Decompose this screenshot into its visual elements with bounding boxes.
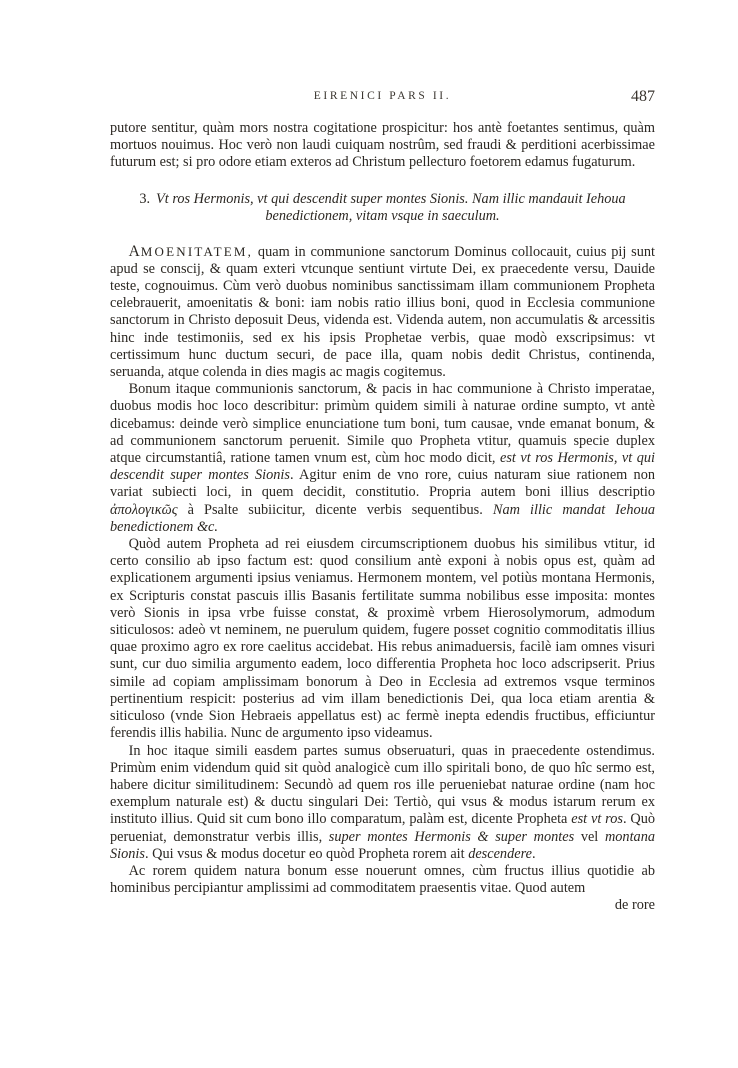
- paragraph-in-hoc-text-d: . Qui vsus & modus docetur eo quòd Propheta rorem ait: [144, 845, 469, 862]
- paragraph-quod-autem: Quòd autem Propheta ad rei eiusdem circumscriptionem duobus his similibus vtitur, id certo consilio ab ipso factum est: quod consilium antè exponi à nobis opus est, quàm ad explicationem argumenti ipsius veniamus. Hermonem montem, vel potiùs montana Hermonis, ex Scripturis constat pascuis illis Basanis fertilitate summa nobilibus esse imposita: montes verò Sionis in ipsa vrbe fuisse constat, & proximè vrbem Hierosolymorum, admodum siticulosos: adeò vt neminem, ne puerulum quidem, fugere posset cognitio commoditatis illius quae proximo agro ex rore caelitus accidebat. His rebus animaduersis, facilè iam omnes visuri sunt, cur duo similia argumento eadem, loco differentia Propheta hoc loco adscripserit. Prius simile ad copiam amplissimam bonorum à Deo in Ecclesia ad extremos vsque terminos pertinentium respicit: posterius ad vim illam benedictionis Dei, qua loca etiam arentia & siticuloso (vnde Sion Hebraeis appellatus est) ac fermè inepta edendis fructibus, efficiuntur ferendis illis habilia. Nunc de argumento ipso videamus.: [110, 536, 655, 742]
- quotation-descendere: descendere: [468, 845, 532, 862]
- paragraph-bonum-text-c: à Psalte subiicitur, dicente verbis sequentibus.: [177, 501, 493, 518]
- verse-heading: [110, 191, 655, 225]
- verse-heading-text: Vt ros Hermonis, vt qui descendit super montes Sionis. Nam illic mandauit Iehoua benedictionem, vitam vsque in saeculum.: [156, 190, 626, 224]
- lead-small-caps: MOENITATEM,: [140, 243, 254, 259]
- paragraph-amoenitatem-text: quam in communione sanctorum Dominus collocauit, cuius pij sunt apud se conscij, & quam exteri vtcunque sentiunt virtute Dei, ex praecedente versu, Dauide teste, cognouimus. Cùm verò duobus nominibus sanctissimam illam communionem Propheta celebrauerit, amoenitatis & boni: iam nobis ratio illius boni, quod in Ecclesia communione sanctorum in Christo deposuit Deus, videnda est. Videnda autem, non accumulatis & arcessitis hinc inde testimoniis, sed ex his ipsis Prophetae verbis, quae modò exscripsimus: vt certissimum hunc ductum securi, de pace illa, quam nobis dedit Christus, continenda, seruanda, atque colenda in dies magis ac magis cogitemus.: [110, 243, 655, 381]
- quotation-hermonis: est vt ros Hermonis, vt qui descendit super montes Sionis: [110, 450, 655, 484]
- paragraph-ac-rorem: Ac rorem quidem natura bonum esse nouerunt omnes, cùm fructus illius quotidie ab hominibus percipiantur amplissimi ad commoditatem praesentis vitae. Quod autem: [110, 862, 655, 897]
- paragraph-amoenitatem: [110, 243, 655, 382]
- quotation-super-montes: super montes Hermonis & super montes: [328, 828, 575, 845]
- paragraph-bonum-text-b: . Agitur enim de vno rore, cuius naturam siue rationem non variat subiecti loci, in quem decidit, constitutio. Propria autem boni illius descriptio: [110, 467, 655, 501]
- paragraph-in-hoc-text-e: .: [531, 845, 536, 862]
- catchword: de rore: [614, 897, 655, 914]
- lead-capital: A: [128, 242, 141, 260]
- paragraph-in-hoc-text-a: In hoc itaque simili easdem partes sumus obseruaturi, quas in praecedente ostendimus. Primùm enim videndum quid sit quòd analogicè cum illo spiritali bono, de quo hîc sermo est, habere dicitur similitudinem: Secundò ad quem ros ille perueniebat naturae ordine (nam hoc exemplum naturale est) & ductu singulari Dei: Tertiò, qui vsus & modus istarum rerum ex instituto illius. Quid sit cum bono illo comparatum, palàm est, dicente Propheta: [110, 742, 655, 828]
- page-number: 487: [631, 88, 655, 105]
- quotation-montana-sionis: montana Sionis: [110, 828, 655, 862]
- body-text: [110, 120, 655, 915]
- verse-number: 3.: [139, 190, 151, 207]
- quotation-est-vt-ros: est vt ros: [571, 811, 623, 828]
- quotation-nam-illic: Nam illic mandat Iehoua benedictionem &c.: [110, 501, 655, 535]
- greek-word: ἀπολογικῶς: [110, 501, 178, 518]
- paragraph-in-hoc-text-b: . Quò perueniat, demonstratur verbis illis,: [110, 811, 655, 845]
- running-head: EIRENICI PARS II.: [313, 90, 452, 102]
- paragraph-bonum-text-a: Bonum itaque communionis sanctorum, & pacis in hac communione à Christo imperatae, duobus modis hoc loco describitur: primùm quidem simili à naturae ordine sumpto, vt antè dicebamus: deinde verò simplice enunciatione tum boni, tum causae, vnde emanat bonum, & ad communionem sanctorum peruenit. Simile quo Propheta vtitur, quamuis specie duplex atque circumstantiâ, ratione tamen vnum est, cùm hoc modo dicit,: [110, 381, 655, 467]
- paragraph-bonum: [110, 381, 655, 536]
- small-caps-lead: [129, 244, 254, 259]
- paragraph-in-hoc-text-c: vel: [574, 828, 605, 845]
- page-header: [110, 88, 655, 108]
- paragraph-continuation: putore sentitur, quàm mors nostra cogitatione prospicitur: hos antè foetantes sentimus, quàm mortuos nouimus. Hoc verò non laudi cuiquam nostrûm, sed fraudi & perditioni acerbissimae futurum est; si pro odore etiam exteros ad Christum pellecturo foetorem edamus fugaturum.: [110, 120, 655, 171]
- paragraph-in-hoc: [110, 743, 655, 863]
